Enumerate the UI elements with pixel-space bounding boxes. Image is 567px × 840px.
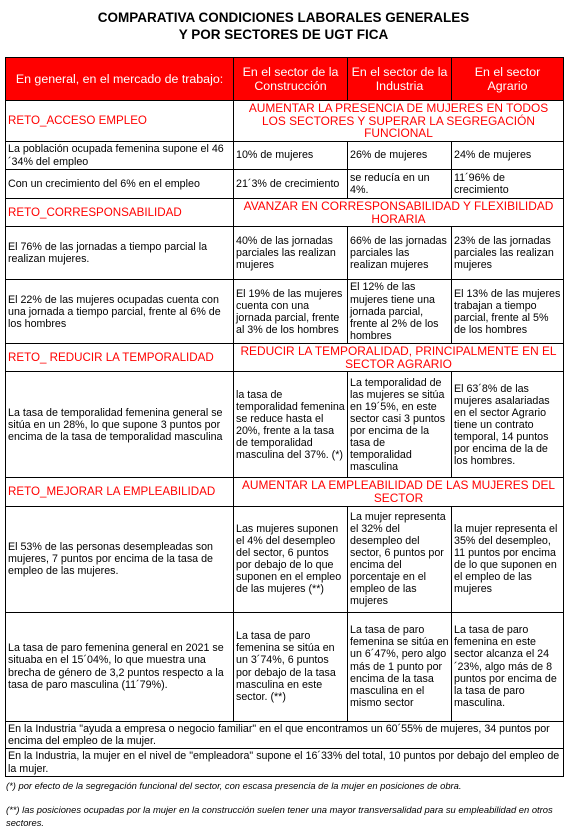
document-title-line-1: COMPARATIVA CONDICIONES LABORALES GENERALES: [97, 10, 470, 25]
cell-general: La tasa de temporalidad femenina general se sitúa en un 28%, lo que supone 3 puntos por encima de la tasa de temporalidad masculina: [6, 372, 234, 478]
table-row: [6, 170, 564, 199]
section-reto-row: [6, 478, 564, 506]
cell-industria: se reducía en un 4%.: [348, 170, 452, 199]
document-title-line-2: Y POR SECTORES DE UGT FICA: [178, 27, 389, 42]
footer-row-text: En la Industria "ayuda a empresa o negocio familiar" en el que encontramos un 60´55% de mujeres, 34 puntos por encima del empleo de la mujer.: [6, 721, 564, 749]
header-construccion: En el sector de la Construcción: [234, 58, 348, 101]
header-agrario: En el sector Agrario: [452, 58, 564, 101]
section-headline: AVANZAR EN CORRESPONSABILIDAD Y FLEXIBILIDAD HORARIA: [234, 199, 564, 227]
cell-agrario: El 63´8% de las mujeres asalariadas en el sector Agrario tiene un contrato temporal, 14 puntos por encima de la de los hombres.: [452, 372, 564, 478]
cell-industria: La temporalidad de las mujeres se sitúa en 19´5%, en este sector casi 3 puntos por encima de la tasa de temporalidad masculina: [348, 372, 452, 478]
cell-general: El 76% de las jornadas a tiempo parcial la realizan mujeres.: [6, 227, 234, 280]
section-headline: AUMENTAR LA PRESENCIA DE MUJERES EN TODOS LOS SECTORES Y SUPERAR LA SEGREGACIÓN FUNCIONAL: [234, 101, 564, 142]
table-row: [6, 506, 564, 612]
cell-general: Con un crecimiento del 6% en el empleo: [6, 170, 234, 199]
cell-industria: El 12% de las mujeres tiene una jornada parcial, frente al 2% de los hombres: [348, 280, 452, 344]
comparison-table: [5, 57, 564, 777]
cell-industria: La mujer representa el 32% del desempleo del sector, 6 puntos por encima del porcentaje en el empleo de las mujeres: [348, 506, 452, 612]
cell-construccion: La tasa de paro femenina se sitúa en un 3´74%, 6 puntos por debajo de la tasa masculina en este sector. (**): [234, 612, 348, 721]
cell-agrario: la mujer representa el 35% del desempleo, 11 puntos por encima de lo que suponen en el empleo de las mujeres: [452, 506, 564, 612]
cell-industria: 26% de mujeres: [348, 142, 452, 170]
table-header-row: [6, 58, 564, 101]
footer-row-text: En la Industria, la mujer en el nivel de "empleadora" supone el 16´33% del total, 10 puntos por debajo del empleo de la mujer.: [6, 749, 564, 777]
table-row: [6, 142, 564, 170]
footnote: (*) por efecto de la segregación funcional del sector, con escasa presencia de la mujer en posiciones de obra.: [6, 780, 462, 791]
section-headline: AUMENTAR LA EMPLEABILIDAD DE LAS MUJERES DEL SECTOR: [234, 478, 564, 506]
header-industria: En el sector de la Industria: [348, 58, 452, 101]
cell-general: La tasa de paro femenina general en 2021 se situaba en el 15´04%, lo que muestra una brecha de género de 3,2 puntos respecto a la tasa de paro masculina (11´79%).: [6, 612, 234, 721]
section-reto-row: [6, 199, 564, 227]
footnote: (**) las posiciones ocupadas por la mujer en la construcción suelen tener una mayor transversalidad para su empleabilidad en otros sectores.: [6, 804, 553, 828]
reto-label: RETO_CORRESPONSABILIDAD: [6, 199, 234, 227]
table-row: [6, 227, 564, 280]
section-reto-row: [6, 101, 564, 142]
cell-agrario: El 13% de las mujeres trabajan a tiempo parcial, frente al 5% de los hombres: [452, 280, 564, 344]
footer-row: [6, 721, 564, 749]
cell-construccion: la tasa de temporalidad femenina se reduce hasta el 20%, frente a la tasa de temporalidad masculina del 37%. (*): [234, 372, 348, 478]
cell-agrario: La tasa de paro femenina en este sector alcanza el 24´23%, algo más de 8 puntos por encima de la tasa de paro masculina.: [452, 612, 564, 721]
cell-general: La población ocupada femenina supone el 46´34% del empleo: [6, 142, 234, 170]
cell-agrario: 11´96% de crecimiento: [452, 170, 564, 199]
cell-construccion: 21´3% de crecimiento: [234, 170, 348, 199]
cell-general: El 53% de las personas desempleadas son mujeres, 7 puntos por encima de la tasa de empleo de las mujeres.: [6, 506, 234, 612]
reto-label: RETO_ACCESO EMPLEO: [6, 101, 234, 142]
table-row: [6, 280, 564, 344]
section-reto-row: [6, 344, 564, 372]
cell-construccion: 10% de mujeres: [234, 142, 348, 170]
cell-construccion: Las mujeres suponen el 4% del desempleo del sector, 6 puntos por debajo de lo que suponen en el empleo de las mujeres (**): [234, 506, 348, 612]
section-headline: REDUCIR LA TEMPORALIDAD, PRINCIPALMENTE EN EL SECTOR AGRARIO: [234, 344, 564, 372]
cell-industria: 66% de las jornadas parciales las realizan mujeres: [348, 227, 452, 280]
table-row: [6, 612, 564, 721]
table-row: [6, 372, 564, 478]
cell-agrario: 24% de mujeres: [452, 142, 564, 170]
reto-label: RETO_ REDUCIR LA TEMPORALIDAD: [6, 344, 234, 372]
reto-label: RETO_MEJORAR LA EMPLEABILIDAD: [6, 478, 234, 506]
cell-general: El 22% de las mujeres ocupadas cuenta con una jornada a tiempo parcial, frente al 6% de los hombres: [6, 280, 234, 344]
cell-construccion: 40% de las jornadas parciales las realizan mujeres: [234, 227, 348, 280]
header-general: En general, en el mercado de trabajo:: [6, 58, 234, 101]
footer-row: [6, 749, 564, 777]
cell-agrario: 23% de las jornadas parciales las realizan mujeres: [452, 227, 564, 280]
cell-construccion: El 19% de las mujeres cuenta con una jornada parcial, frente al 3% de los hombres: [234, 280, 348, 344]
cell-industria: La tasa de paro femenina se sitúa en un 6´47%, pero algo más de 1 punto por encima de la tasa masculina en el mismo sector: [348, 612, 452, 721]
